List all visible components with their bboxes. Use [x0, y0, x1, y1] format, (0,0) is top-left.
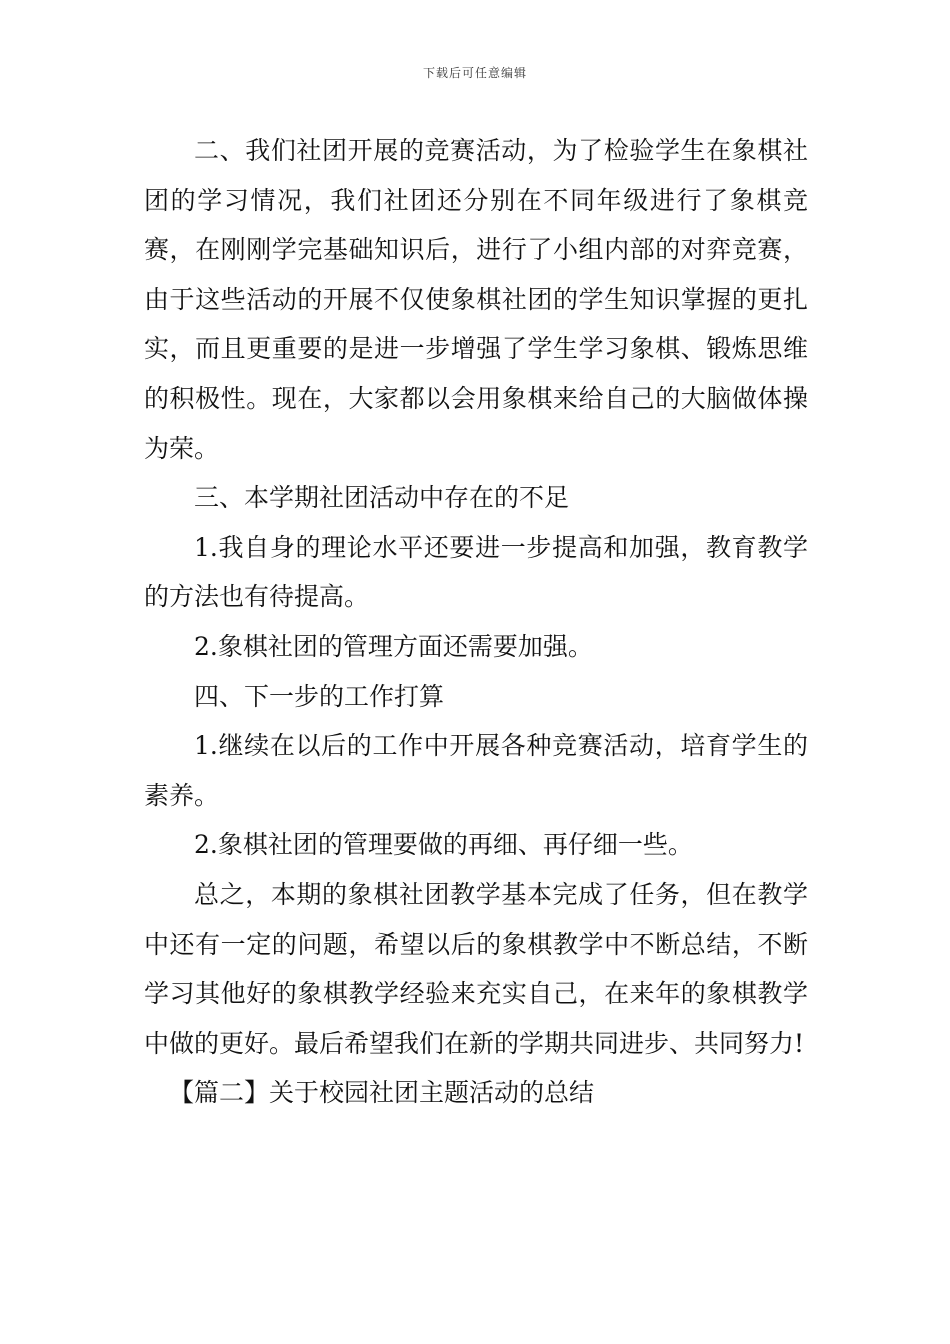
paragraph-next-step-1: 1.继续在以后的工作中开展各种竞赛活动，培育学生的素养。	[144, 731, 808, 810]
paragraph-shortcoming-2: 2.象棋社团的管理方面还需要加强。	[194, 631, 593, 661]
paragraph-shortcoming-1: 1.我自身的理论水平还要进一步提高和加强，教育教学的方法也有待提高。	[144, 532, 808, 612]
paragraph-conclusion: 总之，本期的象棋社团教学基本完成了任务，但在教学中还有一定的问题，希望以后的象棋教学中不断总结，不断学习其他好的象棋教学经验来充实自己，在来年的象棋教学中做的更好。最后希望我们在新的学期共同进步、共同努力!	[144, 879, 808, 1058]
section-heading-next-steps: 四、下一步的工作打算	[194, 681, 445, 711]
header-note: 下载后可任意编辑	[422, 66, 527, 80]
paragraph-next-step-2: 2.象棋社团的管理要做的再细、再仔细一些。	[194, 830, 693, 860]
section-heading-shortcomings: 三、本学期社团活动中存在的不足	[194, 483, 570, 513]
document-body	[144, 126, 808, 1118]
paragraph-competition-activities: 二、我们社团开展的竞赛活动，为了检验学生在象棋社团的学习情况，我们社团还分别在不同年级进行了象棋竞赛，在刚刚学完基础知识后，进行了小组内部的对弈竞赛，由于这些活动的开展不仅使象棋社团的学生知识掌握的更扎实，而且更重要的是进一步增强了学生学习象棋、锻炼思维的积极性。现在，大家都以会用象棋来给自己的大脑做体操为荣。	[144, 136, 808, 463]
article-heading-part-two: 【篇二】关于校园社团主题活动的总结	[169, 1078, 595, 1108]
